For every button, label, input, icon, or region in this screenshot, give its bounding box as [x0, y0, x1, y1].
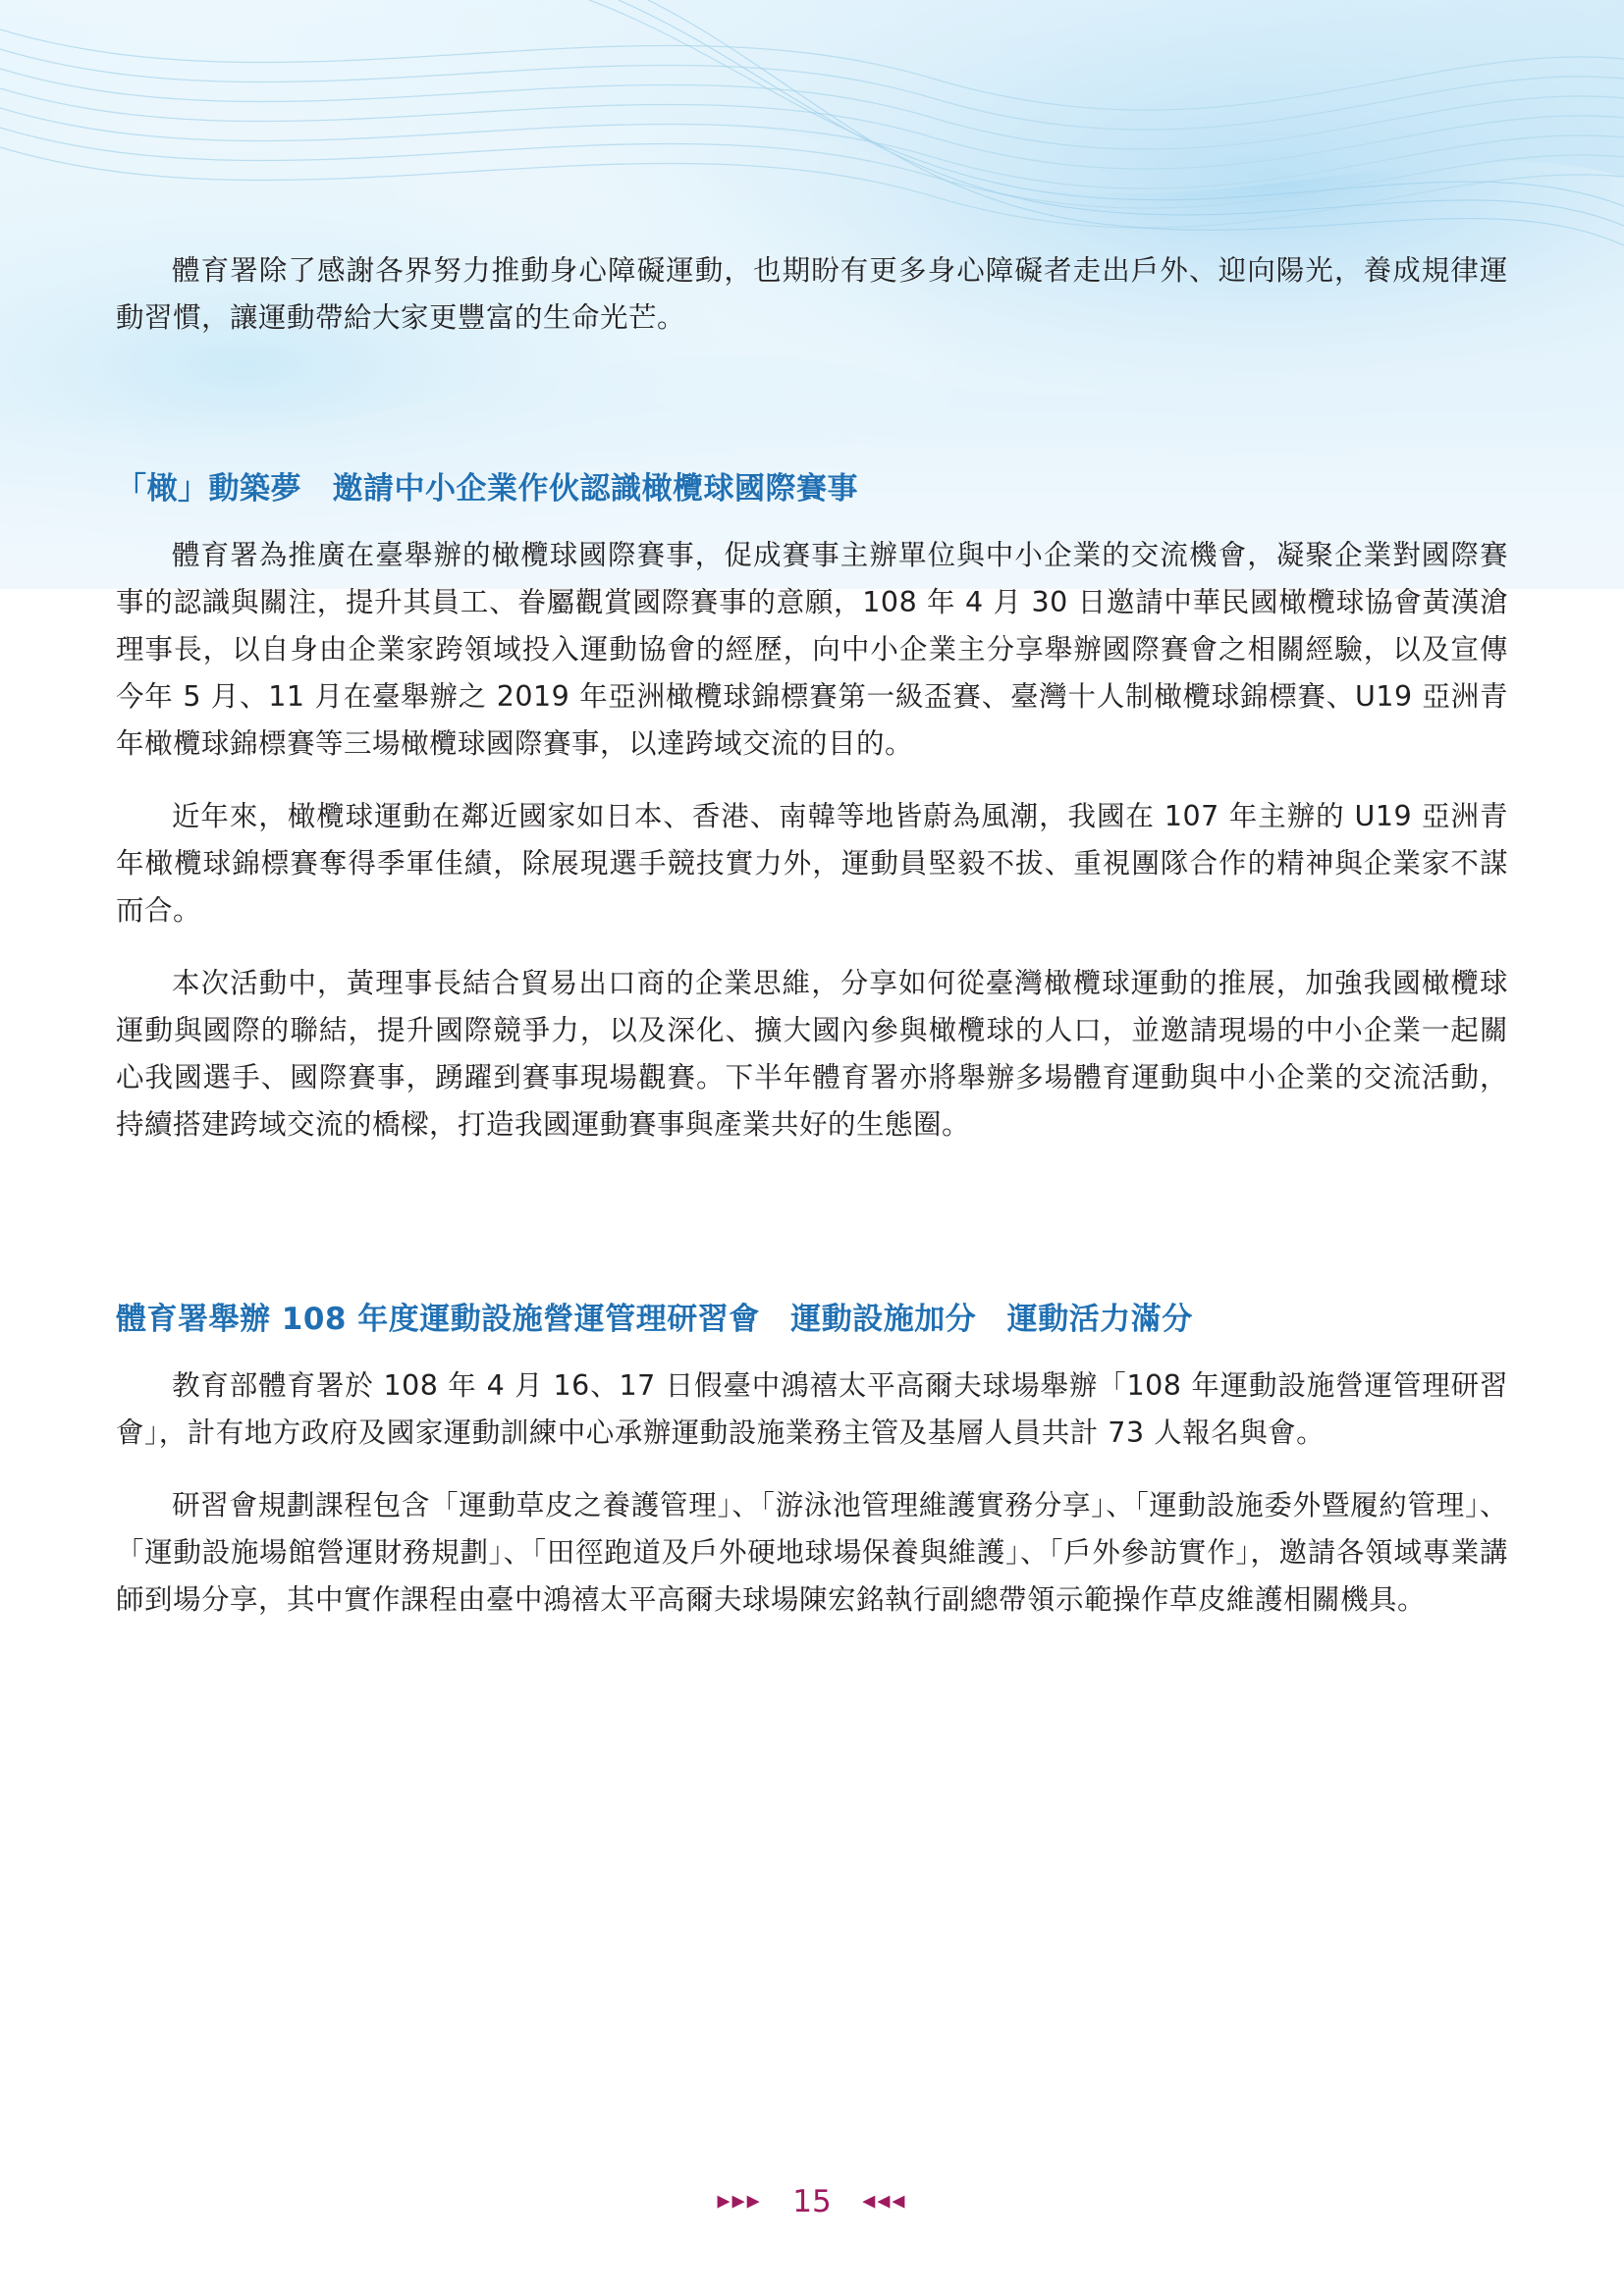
facilities-section	[116, 1298, 1508, 1624]
rugby-section	[116, 467, 1508, 1148]
page-content	[116, 247, 1508, 1649]
facilities-paragraph-1: 教育部體育署於 108 年 4 月 16、17 日假臺中鴻禧太平高爾夫球場舉辦「108 年運動設施營運管理研習會」，計有地方政府及國家運動訓練中心承辦運動設施業務主管及基層人員共計 73 人報名與會。	[116, 1369, 1508, 1449]
intro-paragraph: 體育署除了感謝各界努力推動身心障礙運動，也期盼有更多身心障礙者走出戶外、迎向陽光，養成規律運動習慣，讓運動帶給大家更豐富的生命光芒。	[116, 254, 1508, 334]
facilities-paragraph-2: 研習會規劃課程包含「運動草皮之養護管理」、「游泳池管理維護實務分享」、「運動設施委外暨履約管理」、「運動設施場館營運財務規劃」、「田徑跑道及戶外硬地球場保養與維護」、「戶外參訪實作」，邀請各領域專業講師到場分享，其中實作課程由臺中鴻禧太平高爾夫球場陳宏銘執行副總帶領示範操作草皮維護相關機具。	[116, 1489, 1508, 1616]
page-footer	[0, 2181, 1624, 2221]
rugby-paragraph-2: 近年來，橄欖球運動在鄰近國家如日本、香港、南韓等地皆蔚為風潮，我國在 107 年主辦的 U19 亞洲青年橄欖球錦標賽奪得季軍佳績，除展現選手競技實力外，運動員堅毅不拔、重視團隊合作的精神與企業家不謀而合。	[116, 800, 1508, 927]
left-arrows-icon: ◀◀◀	[862, 2191, 907, 2212]
rugby-paragraph-3: 本次活動中，黃理事長結合貿易出口商的企業思維，分享如何從臺灣橄欖球運動的推展，加強我國橄欖球運動與國際的聯結，提升國際競爭力，以及深化、擴大國內參與橄欖球的人口，並邀請現場的中小企業一起關心我國選手、國際賽事，踴躍到賽事現場觀賽。下半年體育署亦將舉辦多場體育運動與中小企業的交流活動，持續搭建跨域交流的橋樑，打造我國運動賽事與產業共好的生態圈。	[116, 967, 1508, 1141]
facilities-section-title: 體育署舉辦 108 年度運動設施營運管理研習會 運動設施加分 運動活力滿分	[116, 1302, 1193, 1337]
rugby-section-title: 「橄」動築夢 邀請中小企業作伙認識橄欖球國際賽事	[116, 471, 858, 507]
right-arrows-icon: ▶▶▶	[717, 2191, 762, 2212]
page-number: 15	[792, 2183, 832, 2219]
rugby-paragraph-1: 體育署為推廣在臺舉辦的橄欖球國際賽事，促成賽事主辦單位與中小企業的交流機會，凝聚企業對國際賽事的認識與關注，提升其員工、眷屬觀賞國際賽事的意願，108 年 4 月 30 日邀請中華民國橄欖球協會黃漢滄理事長，以自身由企業家跨領域投入運動協會的經歷，向中小企業主分享舉辦國際賽會之相關經驗，以及宣傳今年 5 月、11 月在臺舉辦之 2019 年亞洲橄欖球錦標賽第一級盃賽、臺灣十人制橄欖球錦標賽、U19 亞洲青年橄欖球錦標賽等三場橄欖球國際賽事，以達跨域交流的目的。	[116, 539, 1508, 760]
